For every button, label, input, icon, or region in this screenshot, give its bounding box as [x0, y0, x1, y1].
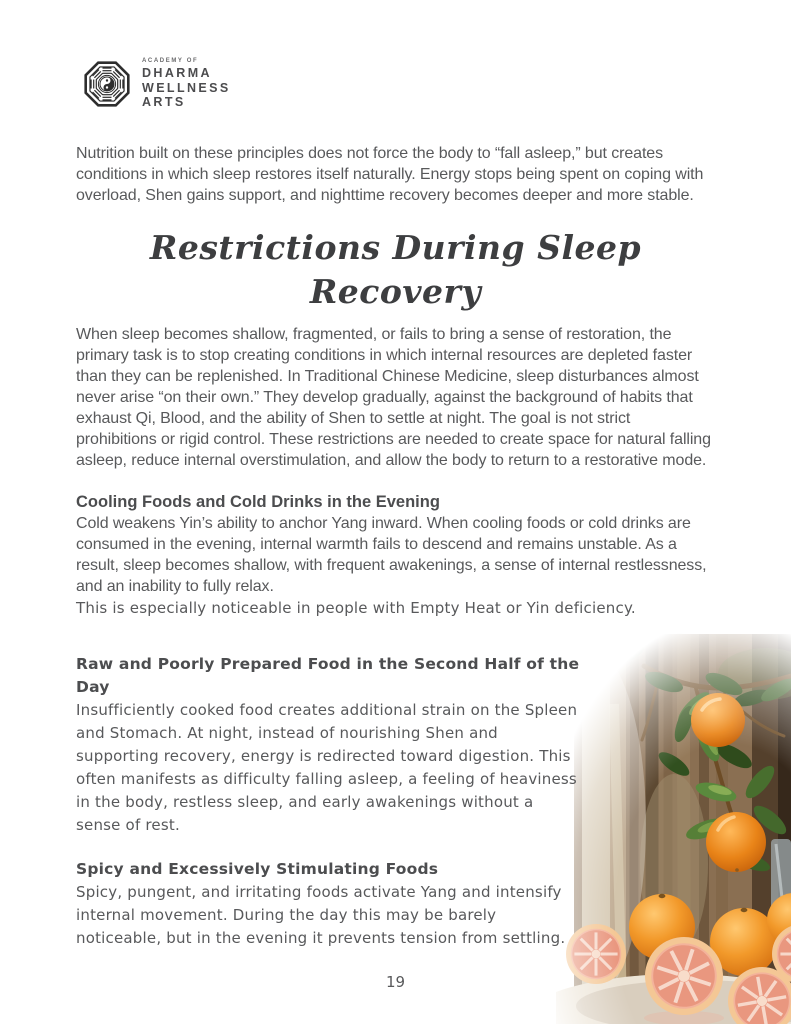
page-content: [0, 143, 791, 950]
bagua-yin-yang-logo-icon: [83, 58, 131, 110]
intro-paragraph: Nutrition built on these principles does not force the body to “fall asleep,” but creates conditions in which sleep restores itself naturally. Energy stops being spent on coping with overload, Shen gains support, and nighttime recovery becomes deeper and more stable.: [76, 145, 704, 204]
page-number: 19: [385, 973, 406, 991]
logo: [83, 58, 231, 110]
section-cooling-foods: [76, 492, 715, 620]
logo-word-wellness: WELLNESS: [142, 80, 231, 95]
page-title: Restrictions During Sleep Recovery: [149, 228, 642, 311]
section-note-cooling-foods: This is especially noticeable in people with Empty Heat or Yin deficiency.: [76, 599, 636, 617]
section-heading-raw-food: Raw and Poorly Prepared Food in the Second Half of the Day: [76, 655, 580, 696]
section-spicy-foods: [76, 858, 581, 950]
logo-word-dharma: DHARMA: [142, 66, 212, 81]
section-heading-spicy-foods: Spicy and Excessively Stimulating Foods: [76, 860, 439, 878]
section-body-spicy-foods: Spicy, pungent, and irritating foods activate Yang and intensify internal movement. During the day this may be barely noticeable, but in the evening it prevents tension from settling.: [76, 883, 566, 947]
section-body-raw-food: Insufficiently cooked food creates additional strain on the Spleen and Stomach. At night, instead of nourishing Shen and supporting recovery, energy is redirected toward digestion. This often manifests as difficulty falling asleep, a feeling of heaviness in the body, restless sleep, and early awakenings without a sense of rest.: [76, 701, 578, 834]
lead-paragraph: When sleep becomes shallow, fragmented, or fails to bring a sense of restoration, the primary task is to stop creating conditions in which internal resources are depleted faster than they can be replenished. In Traditional Chinese Medicine, sleep disturbances almost never arise “on their own.” They develop gradually, against the background of habits that exhaust Qi, Blood, and the ability of Shen to settle at night. The goal is not strict prohibitions or rigid control. These restrictions are needed to create space for natural falling asleep, reduce internal overstimulation, and allow the body to return to a restorative mode.: [76, 326, 711, 469]
logo-word-arts: ARTS: [142, 95, 186, 110]
section-heading-cooling-foods: Cooling Foods and Cold Drinks in the Evening: [76, 493, 440, 511]
logo-text: [142, 58, 231, 110]
logo-tagline: ACADEMY OF: [142, 58, 199, 65]
section-raw-food: [76, 653, 581, 837]
section-body-cooling-foods: Cold weakens Yin’s ability to anchor Yang inward. When cooling foods or cold drinks are consumed in the evening, internal warmth fails to descend and remains unstable. As a result, sleep becomes shallow, with frequent awakenings, a sense of internal restlessness, and an inability to fully relax.: [76, 515, 707, 595]
